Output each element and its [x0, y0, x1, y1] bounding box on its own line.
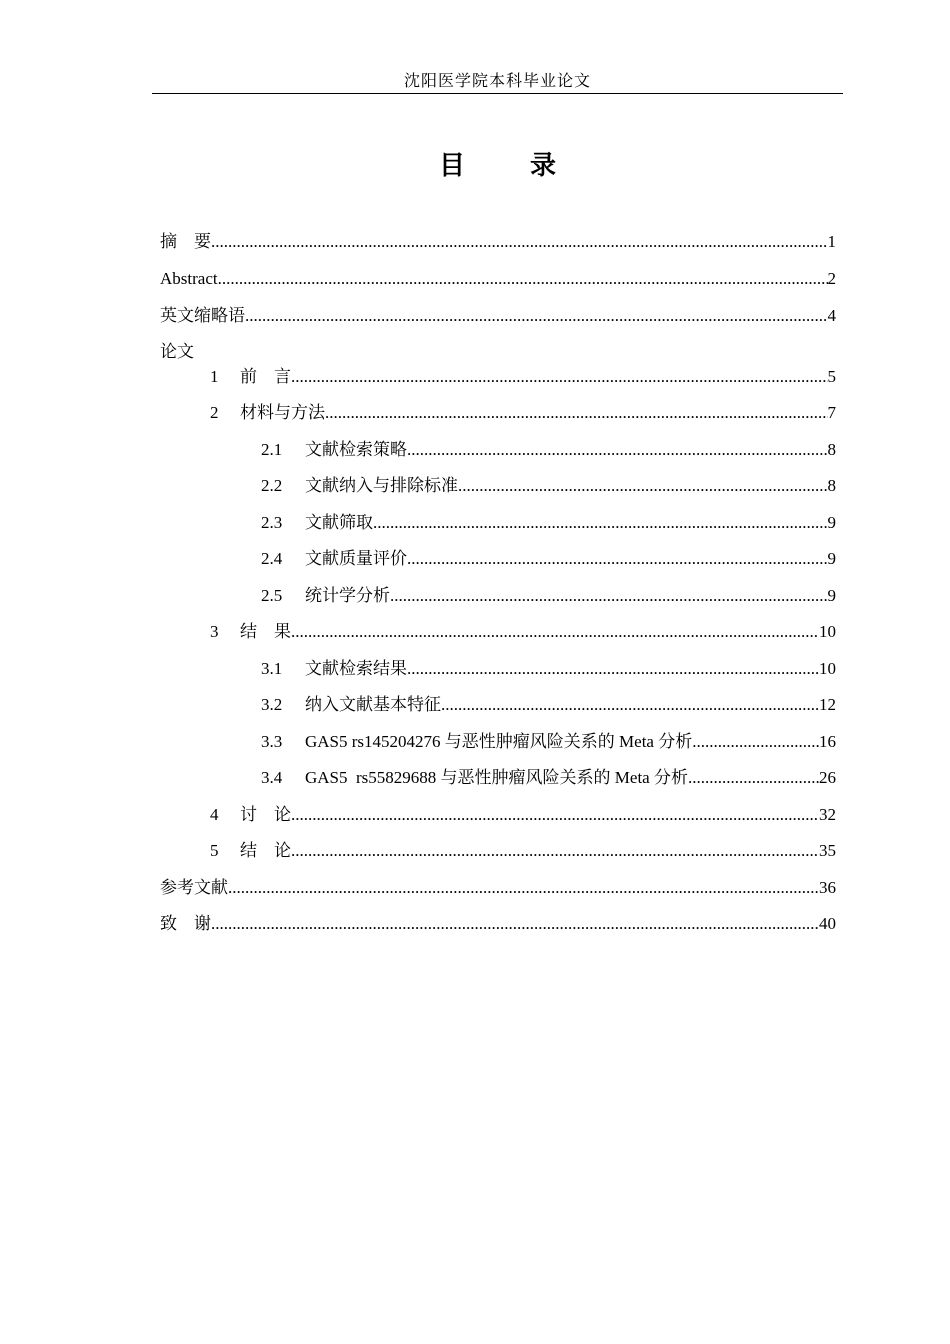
- toc-entry-abstract-en[interactable]: [160, 267, 836, 291]
- toc-entry-label: 前 言: [240, 367, 291, 386]
- toc-entry-2-4[interactable]: [261, 547, 836, 571]
- toc-entry-1[interactable]: [210, 365, 836, 389]
- toc-entry-page: 16: [819, 732, 836, 751]
- toc-entry-page: 8: [827, 476, 836, 495]
- toc-entry-label: 致 谢: [160, 914, 211, 933]
- toc-entry-label: 文献纳入与排除标准: [305, 476, 458, 495]
- toc-entry-label: 文献筛取: [305, 513, 373, 532]
- toc-entry-page: 26: [819, 768, 836, 787]
- toc-entry-number: 3.1: [261, 659, 283, 678]
- toc-entry-label: 摘 要: [160, 232, 211, 251]
- toc-entry-number: 2.5: [261, 586, 283, 605]
- toc-entry-page: 40: [819, 914, 836, 933]
- toc-entry-label: 文献质量评价: [305, 549, 407, 568]
- toc-entry-label: 文献检索结果: [305, 659, 407, 678]
- toc-leader: [373, 511, 828, 535]
- toc-entry-number: 1: [210, 367, 219, 386]
- toc-leader: [692, 730, 819, 754]
- toc-entry-number: 3.4: [261, 768, 283, 787]
- toc-leader: [211, 912, 819, 936]
- toc-entry-number: 3: [210, 622, 219, 641]
- toc-entry-label: GAS5 rs55829688 与恶性肿瘤风险关系的 Meta 分析: [305, 768, 688, 787]
- toc-leader: [407, 657, 819, 681]
- toc-entry-page: 4: [827, 306, 836, 325]
- toc-entry-number: 2.4: [261, 549, 283, 568]
- toc-entry-4[interactable]: [210, 803, 836, 827]
- toc-entry-3-4[interactable]: [261, 766, 836, 790]
- toc-entry-abbreviations[interactable]: [160, 304, 836, 328]
- toc-entry-2-1[interactable]: [261, 438, 836, 462]
- toc-leader: [291, 839, 819, 863]
- toc-entry-label: 英文缩略语: [160, 306, 245, 325]
- toc-leader: [458, 474, 828, 498]
- toc-entry-number: 2.2: [261, 476, 283, 495]
- toc-leader: [228, 876, 819, 900]
- toc-entry-page: 9: [827, 513, 836, 532]
- toc-entry-label: 讨 论: [240, 805, 291, 824]
- toc-leader: [291, 803, 819, 827]
- toc-leader: [390, 584, 828, 608]
- toc-leader: [325, 401, 828, 425]
- toc-entry-2[interactable]: [210, 401, 836, 425]
- toc-entry-3-1[interactable]: [261, 657, 836, 681]
- toc-leader: [441, 693, 819, 717]
- toc-entry-page: 8: [827, 440, 836, 459]
- toc-entry-label: 结 果: [240, 622, 291, 641]
- toc-entry-acknowledgements[interactable]: [160, 912, 836, 936]
- toc-entry-2-5[interactable]: [261, 584, 836, 608]
- toc-entry-abstract-cn[interactable]: [160, 230, 836, 254]
- running-header: 沈阳医学院本科毕业论文: [403, 73, 591, 90]
- toc-entry-number: 5: [210, 841, 219, 860]
- toc-leader: [407, 547, 828, 571]
- toc-entry-3[interactable]: [210, 620, 836, 644]
- toc-entry-label: Abstract: [160, 269, 218, 288]
- toc-entry-references[interactable]: [160, 876, 836, 900]
- toc-entry-number: 2.3: [261, 513, 283, 532]
- toc-leader: [688, 766, 819, 790]
- toc-entry-number: 4: [210, 805, 219, 824]
- toc-entry-page: 35: [819, 841, 836, 860]
- toc-entry-page: 9: [827, 586, 836, 605]
- toc-entry-label: 文献检索策略: [305, 440, 407, 459]
- toc-entry-number: 3.3: [261, 732, 283, 751]
- toc-section-heading[interactable]: 论文: [160, 342, 194, 361]
- toc-entry-page: 5: [827, 367, 836, 386]
- toc-leader: [211, 230, 828, 254]
- toc-entry-label: 材料与方法: [240, 403, 325, 422]
- toc-entry-label: 参考文献: [160, 878, 228, 897]
- toc-entry-number: 2: [210, 403, 219, 422]
- toc-entry-page: 9: [827, 549, 836, 568]
- toc-entry-label: GAS5 rs145204276 与恶性肿瘤风险关系的 Meta 分析: [305, 732, 693, 751]
- toc-entry-page: 32: [819, 805, 836, 824]
- toc-entry-number: 3.2: [261, 695, 283, 714]
- toc-entry-label: 统计学分析: [305, 586, 390, 605]
- toc-leader: [291, 365, 828, 389]
- toc-title: 目 录: [438, 151, 585, 181]
- toc-leader: [245, 304, 828, 328]
- toc-leader: [407, 438, 828, 462]
- toc-entry-2-2[interactable]: [261, 474, 836, 498]
- toc-entry-label: 纳入文献基本特征: [305, 695, 441, 714]
- toc-leader: [291, 620, 819, 644]
- toc-entry-5[interactable]: [210, 839, 836, 863]
- toc-leader: [218, 267, 828, 291]
- toc-entry-page: 10: [819, 622, 836, 641]
- toc-entry-page: 1: [827, 232, 836, 251]
- toc-entry-label: 结 论: [240, 841, 291, 860]
- toc-entry-page: 7: [827, 403, 836, 422]
- toc-entry-3-2[interactable]: [261, 693, 836, 717]
- toc-entry-2-3[interactable]: [261, 511, 836, 535]
- toc-entry-page: 36: [819, 878, 836, 897]
- toc-entry-number: 2.1: [261, 440, 283, 459]
- toc-entry-3-3[interactable]: [261, 730, 836, 754]
- toc-entry-page: 12: [819, 695, 836, 714]
- toc-entry-page: 10: [819, 659, 836, 678]
- toc-entry-page: 2: [827, 269, 836, 288]
